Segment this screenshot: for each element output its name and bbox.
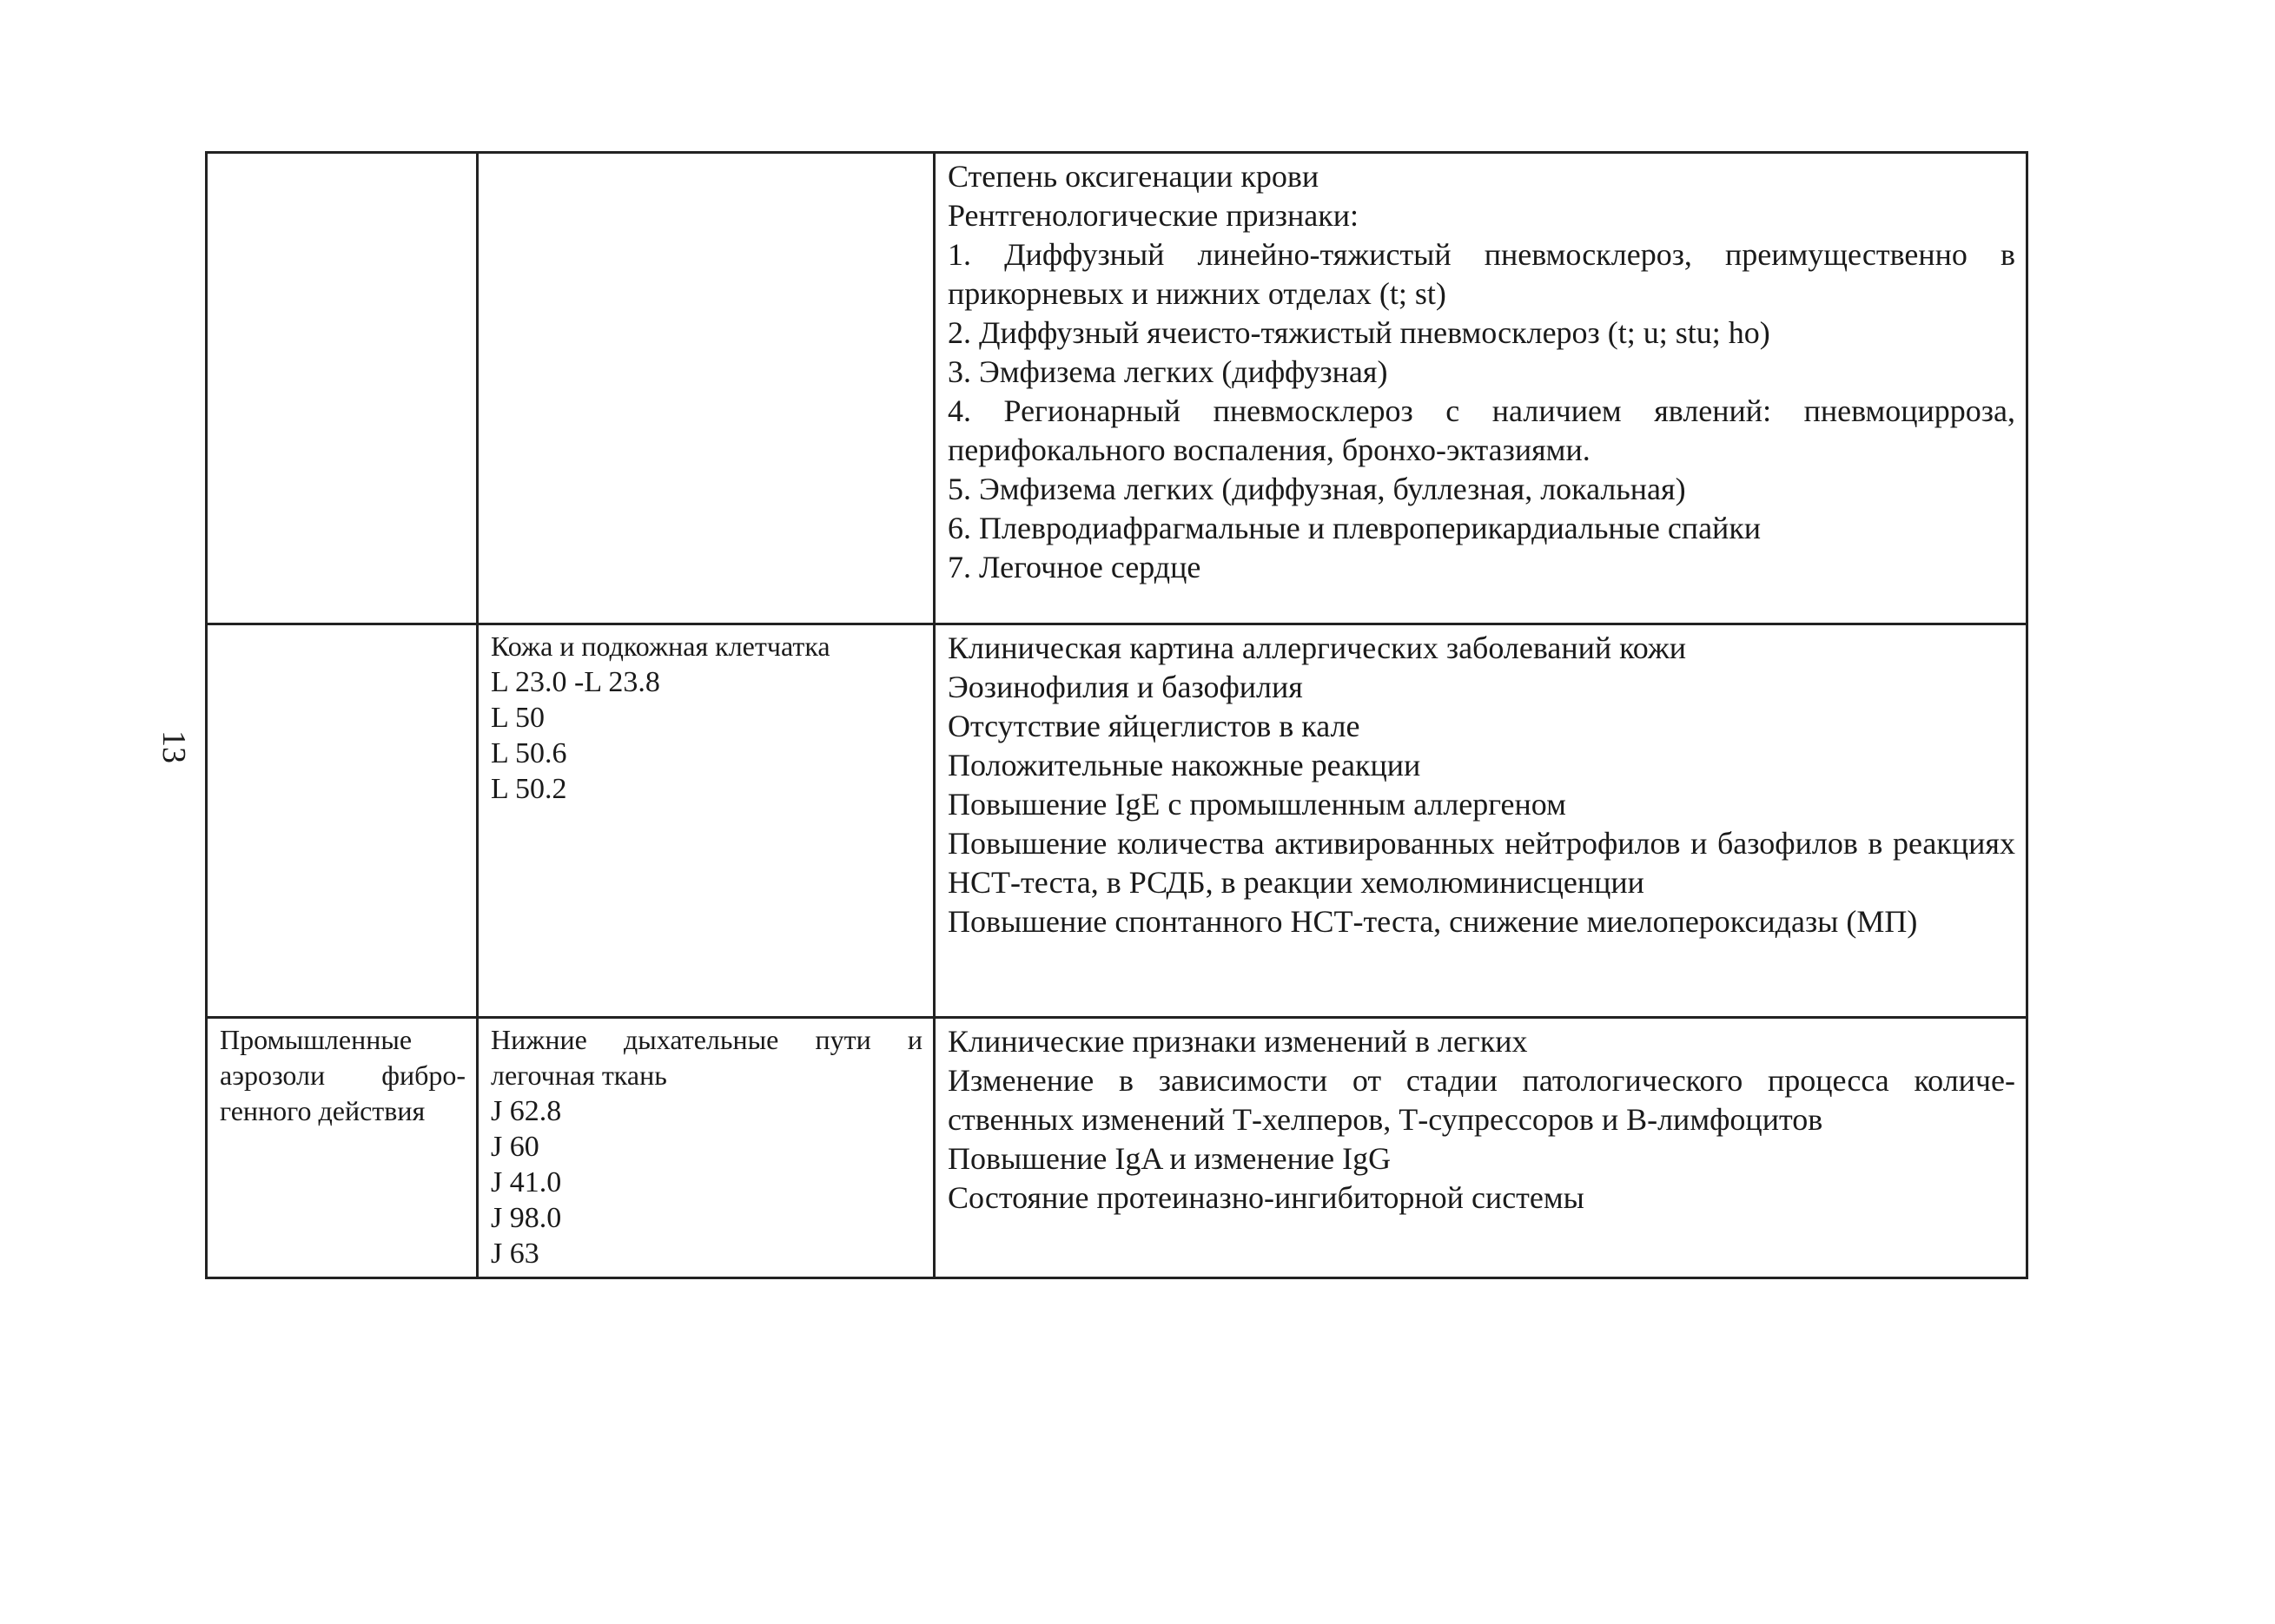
criteria-line: 2. Диффузный ячеисто-тяжистый пневмосклероз (t; u; stu; ho)	[948, 315, 1770, 350]
row3-criteria-cell	[935, 1018, 2027, 1278]
criteria-line: 1. Диффузный линейно-тяжистый пневмосклероз, преимущественно в прикорневых и нижних отделах (t; st)	[948, 237, 2015, 311]
icd-code: L 23.0 -L 23.8	[491, 666, 660, 698]
criteria-line: Состояние протеиназно-ингибиторной системы	[948, 1180, 1584, 1215]
row3-organ-cell	[478, 1018, 935, 1278]
criteria-line: Изменение в зависимости от стадии патологического процесса количе-ственных изменений Т-хелперов, Т-супрессоров и В-лимфоцитов	[948, 1063, 2015, 1137]
icd-code: J 98.0	[491, 1202, 562, 1234]
criteria-line: 7. Легочное сердце	[948, 550, 1201, 584]
table-row	[207, 1018, 2027, 1278]
row2-organ-cell	[478, 624, 935, 1018]
row2-hazard-cell	[207, 624, 478, 1018]
icd-code: J 63	[491, 1238, 539, 1270]
criteria-line: 5. Эмфизема легких (диффузная, буллезная, локальная)	[948, 472, 1686, 506]
row1-hazard-cell	[207, 153, 478, 624]
criteria-line: Степень оксигенации крови	[948, 159, 1319, 194]
criteria-line: Повышение IgA и изменение IgG	[948, 1141, 1392, 1176]
table-row	[207, 153, 2027, 624]
icd-code: L 50.2	[491, 773, 567, 805]
row1-criteria-cell	[935, 153, 2027, 624]
criteria-line: Повышение спонтанного НСТ-теста, снижение миелопероксидазы (МП)	[948, 904, 1918, 939]
organ-title: Нижние дыхательные пути и легочная ткань	[491, 1024, 923, 1091]
document-table	[205, 151, 2028, 1279]
criteria-line: Рентгенологические признаки:	[948, 198, 1359, 233]
criteria-line: Повышение IgE с промышленным аллергеном	[948, 787, 1566, 822]
icd-code: J 60	[491, 1131, 539, 1163]
icd-code: J 41.0	[491, 1166, 562, 1198]
criteria-line: 3. Эмфизема легких (диффузная)	[948, 354, 1388, 389]
criteria-line: Отсутствие яйцеглистов в кале	[948, 709, 1360, 743]
icd-code: L 50.6	[491, 737, 567, 769]
criteria-line: 6. Плевродиафрагмальные и плевроперикардиальные спайки	[948, 511, 1762, 545]
criteria-line: 4. Регионарный пневмосклероз с наличием явлений: пневмоцирроза, перифокального воспаления, бронхо-эктазиями.	[948, 393, 2015, 467]
criteria-line: Повышение количества активированных нейтрофилов и базофилов в реакциях НСТ-теста, в РСДБ, в реакции хемолюминисценции	[948, 826, 2015, 900]
row2-criteria-cell	[935, 624, 2027, 1018]
table-row	[207, 624, 2027, 1018]
criteria-line: Клинические признаки изменений в легких	[948, 1024, 1528, 1059]
criteria-line: Клиническая картина аллергических заболеваний кожи	[948, 630, 1687, 665]
page-number: 13	[155, 730, 192, 763]
organ-title: Кожа и подкожная клетчатка	[491, 630, 830, 662]
criteria-line: Эозинофилия и базофилия	[948, 670, 1303, 704]
criteria-line: Положительные накожные реакции	[948, 748, 1421, 782]
icd-code: J 62.8	[491, 1095, 562, 1127]
row3-hazard-cell: Промышленные аэрозоли фибро-генного действия	[207, 1018, 478, 1278]
icd-code: L 50	[491, 702, 546, 734]
row1-organ-cell	[478, 153, 935, 624]
